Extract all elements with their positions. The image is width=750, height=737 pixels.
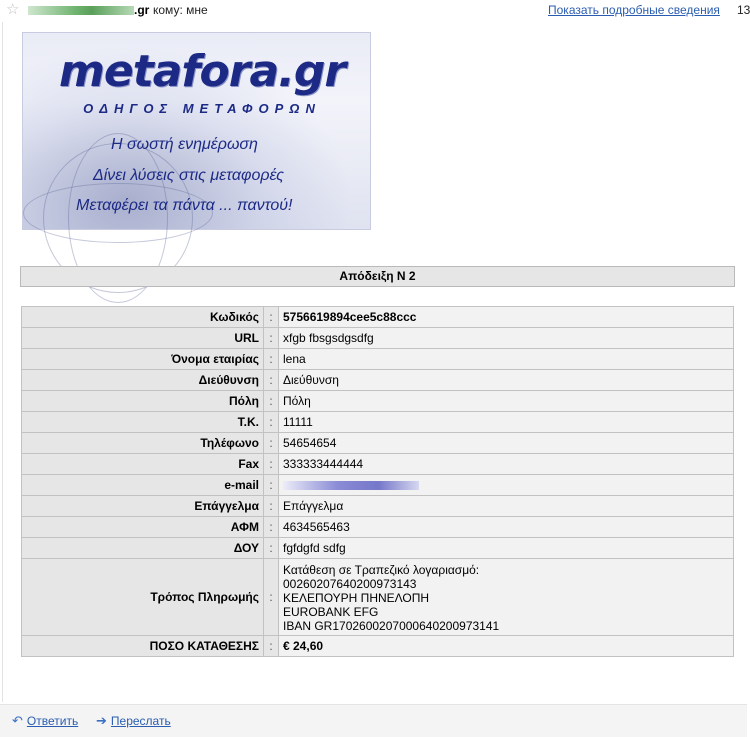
tax-id-value: 4634565463: [279, 517, 734, 538]
row-separator: :: [264, 433, 279, 454]
sender-name-redacted[interactable]: [28, 6, 134, 15]
email-value: [279, 475, 734, 496]
city-value: Πόλη: [279, 391, 734, 412]
message-actions-bar: [0, 704, 747, 737]
show-details-link[interactable]: Показать подробные сведения: [548, 3, 720, 17]
forward-button[interactable]: [96, 713, 171, 729]
star-icon[interactable]: ☆: [6, 1, 20, 18]
payment-method-value: [279, 559, 734, 636]
row-label: ΔΟΥ: [22, 538, 264, 559]
forward-arrow-icon: ➔: [96, 713, 107, 728]
banner-subtitle: ΟΔΗΓΟΣ ΜΕΤΑΦΟΡΩΝ: [83, 101, 321, 116]
table-row: [22, 328, 734, 349]
row-label: e-mail: [22, 475, 264, 496]
banner-slogan: Η σωστή ενημέρωση: [111, 136, 258, 153]
row-label: ΠΟΣΟ ΚΑΤΑΘΕΣΗΣ: [22, 636, 264, 657]
row-label: URL: [22, 328, 264, 349]
row-label: Τρόπος Πληρωμής: [22, 559, 264, 636]
row-label: ΑΦΜ: [22, 517, 264, 538]
row-separator: :: [264, 496, 279, 517]
row-separator: :: [264, 328, 279, 349]
table-row: [22, 454, 734, 475]
row-separator: :: [264, 636, 279, 657]
row-label: Fax: [22, 454, 264, 475]
row-separator: :: [264, 538, 279, 559]
row-label: Τηλέφωνο: [22, 433, 264, 454]
postal-code-value: 11111: [279, 412, 734, 433]
row-label: Διεύθυνση: [22, 370, 264, 391]
table-row: [22, 307, 734, 328]
row-separator: :: [264, 349, 279, 370]
row-label: Επάγγελμα: [22, 496, 264, 517]
table-row: [22, 391, 734, 412]
row-separator: :: [264, 559, 279, 636]
receipt-code-value: 5756619894cee5c88ccc: [279, 307, 734, 328]
table-row: [22, 475, 734, 496]
message-left-rule: [2, 22, 3, 702]
row-separator: :: [264, 391, 279, 412]
table-row: [22, 370, 734, 391]
receipt-details-table: [21, 306, 734, 657]
table-row: [22, 517, 734, 538]
reply-label: Ответить: [26, 714, 79, 728]
payment-line: 00260207640200973143: [283, 577, 417, 591]
payment-line: ΚΕΛΕΠΟΥΡΗ ΠΗΝΕΛΟΠΗ: [283, 591, 430, 605]
row-separator: :: [264, 454, 279, 475]
reply-arrow-icon: ↶: [12, 713, 23, 728]
tax-office-value: fgfdgfd sdfg: [279, 538, 734, 559]
deposit-amount-value: € 24,60: [279, 636, 734, 657]
fax-value: 333333444444: [279, 454, 734, 475]
row-separator: :: [264, 412, 279, 433]
payment-line: Κατάθεση σε Τραπεζικό λογαριασμό:: [283, 563, 480, 577]
company-name-value: lena: [279, 349, 734, 370]
message-date: 13: [737, 3, 750, 17]
row-label: Τ.Κ.: [22, 412, 264, 433]
row-separator: :: [264, 475, 279, 496]
recipient-text: кому: мне: [153, 3, 208, 17]
table-row: [22, 412, 734, 433]
row-separator: :: [264, 307, 279, 328]
sender-domain[interactable]: .gr: [134, 3, 150, 17]
banner-logo: metafora.gr: [59, 46, 346, 97]
table-row: [22, 349, 734, 370]
email-redacted[interactable]: [283, 481, 419, 490]
profession-value: Επάγγελμα: [279, 496, 734, 517]
table-row: [22, 538, 734, 559]
row-label: Όνομα εταιρίας: [22, 349, 264, 370]
message-header: [0, 0, 750, 22]
table-row: [22, 433, 734, 454]
row-label: Κωδικός: [22, 307, 264, 328]
table-row: [22, 559, 734, 636]
row-label: Πόλη: [22, 391, 264, 412]
payment-line: EUROBANK EFG: [283, 605, 379, 619]
phone-value: 54654654: [279, 433, 734, 454]
banner-slogan: Μεταφέρει τα πάντα ... παντού!: [76, 197, 293, 214]
row-separator: :: [264, 370, 279, 391]
metafora-banner-image: [22, 32, 371, 230]
row-separator: :: [264, 517, 279, 538]
table-row: [22, 496, 734, 517]
url-value: xfgb fbsgsdgsdfg: [279, 328, 734, 349]
reply-button[interactable]: [12, 713, 78, 729]
payment-line: IBAN GR1702600207000640200973141: [283, 619, 500, 633]
banner-slogan: Δίνει λύσεις στις μεταφορές: [93, 167, 284, 184]
table-row: [22, 636, 734, 657]
address-value: Διεύθυνση: [279, 370, 734, 391]
forward-label: Переслать: [110, 714, 171, 728]
receipt-title: Απόδειξη Ν 2: [20, 266, 735, 287]
